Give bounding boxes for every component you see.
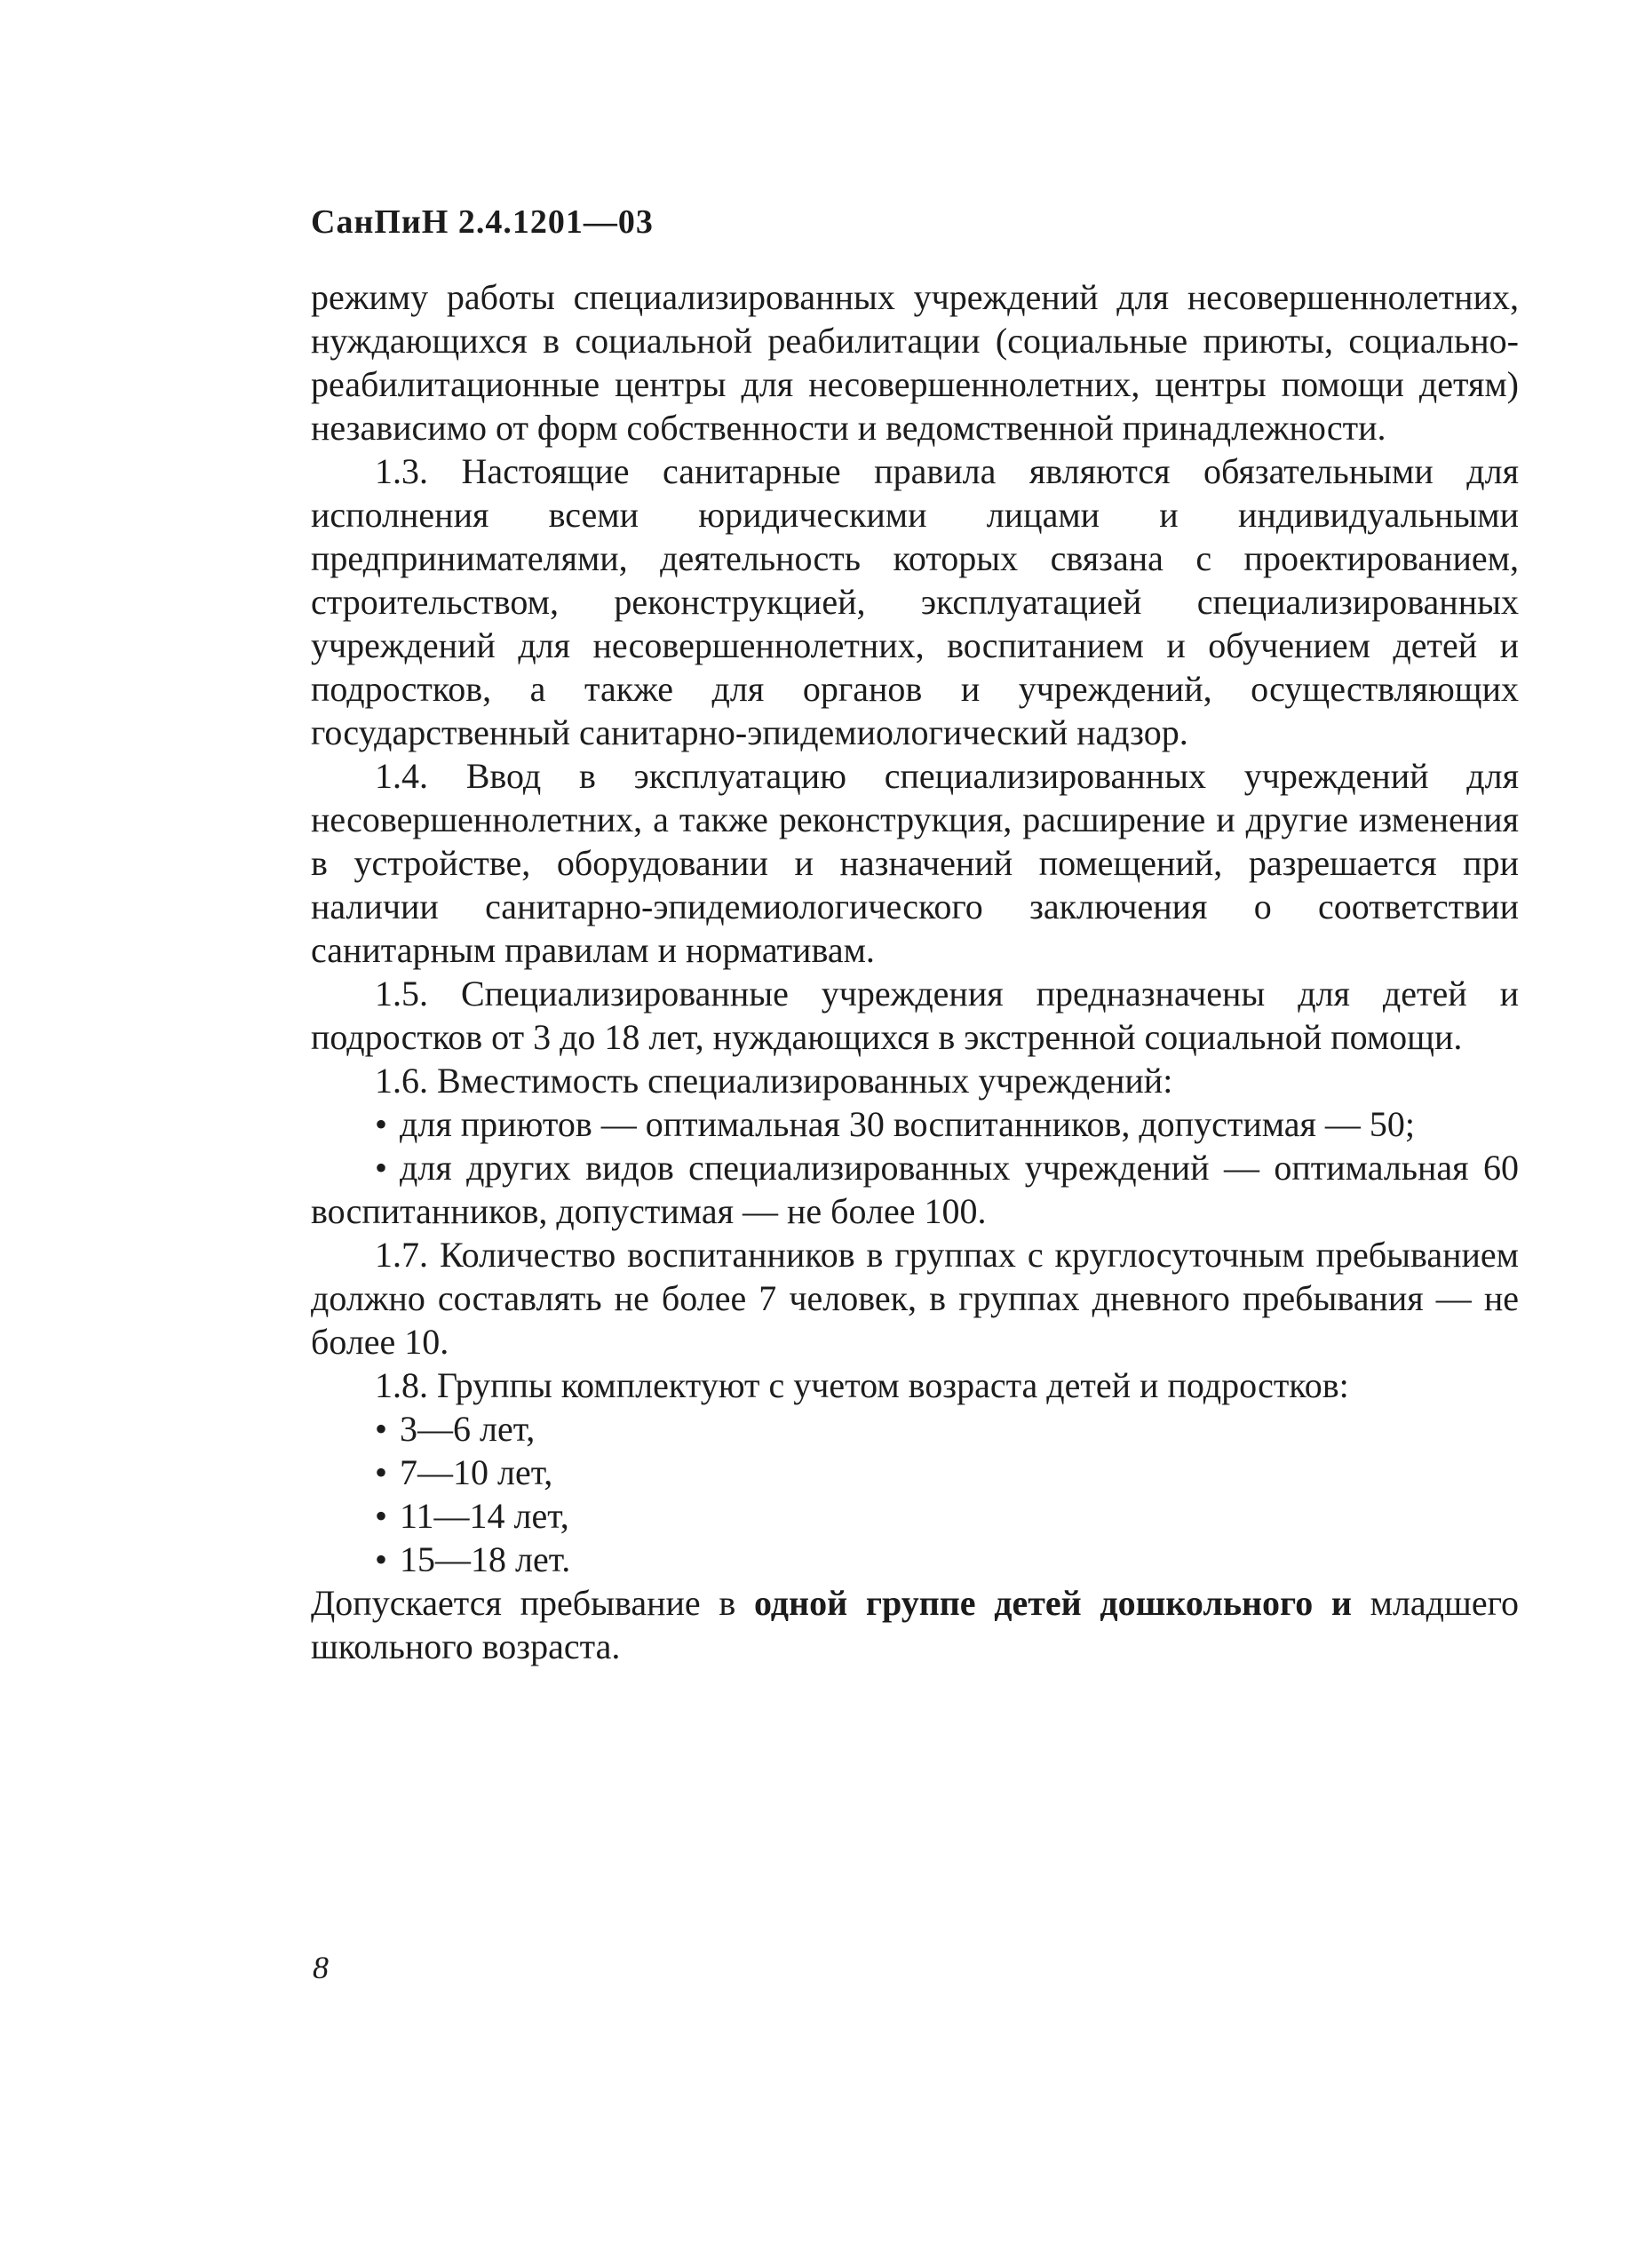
- bullet-icon: •: [375, 1104, 388, 1144]
- bullet-icon: •: [375, 1148, 388, 1188]
- age-group-text: 3—6 лет,: [400, 1409, 536, 1449]
- capacity-list-item-text: для других видов специализированных учреждений — оптимальная 60 воспитанников, допустимая — не более 100.: [311, 1148, 1519, 1231]
- paragraph-final: [311, 1581, 1519, 1668]
- page-number: 8: [313, 1950, 329, 1985]
- paragraph-1-3: 1.3. Настоящие санитарные правила являются обязательными для исполнения всеми юридическими лицами и индивидуальными предпринимателями, деятельность которых связана с проектированием, строительством, реконструкцией, эксплуатацией специализированных учреждений для несовершеннолетних, воспитанием и обучением детей и подростков, а также для органов и учреждений, осуществляющих государственный санитарно-эпидемиологический надзор.: [311, 451, 1519, 752]
- paragraph-1-7: 1.7. Количество воспитанников в группах с круглосуточным пребыванием должно составлять не более 7 человек, в группах дневного пребывания — не более 10.: [311, 1235, 1519, 1362]
- running-head: СанПиН 2.4.1201—03: [311, 203, 654, 241]
- age-group-item: [311, 1451, 1519, 1494]
- bullet-icon: •: [375, 1496, 388, 1536]
- age-group-item: [311, 1538, 1519, 1581]
- age-group-item: [311, 1407, 1519, 1451]
- paragraph-1-4: 1.4. Ввод в эксплуатацию специализированных учреждений для несовершеннолетних, а также реконструкция, расширение и другие изменения в устройстве, оборудовании и назначений помещений, разрешается при наличии санитарно-эпидемиологического заключения о соответствии санитарным правилам и нормативам.: [311, 756, 1519, 970]
- paragraph-final-lead: Допускается пребывание в: [311, 1583, 754, 1623]
- paragraph-final-tail: младшего школьного возраста.: [311, 1583, 1519, 1666]
- bullet-icon: •: [375, 1539, 388, 1579]
- age-group-item: [311, 1494, 1519, 1538]
- bullet-icon: •: [375, 1452, 388, 1492]
- bullet-icon: •: [375, 1409, 388, 1449]
- age-group-text: 7—10 лет,: [400, 1452, 553, 1492]
- paragraph-1-5: 1.5. Специализированные учреждения предназначены для детей и подростков от 3 до 18 лет, нуждающихся в экстренной социальной помощи.: [311, 974, 1519, 1057]
- capacity-list-item-text: для приютов — оптимальная 30 воспитанников, допустимая — 50;: [400, 1104, 1416, 1144]
- age-group-text: 15—18 лет.: [400, 1539, 571, 1579]
- paragraph-1-6: 1.6. Вместимость специализированных учреждений:: [375, 1061, 1173, 1101]
- paragraph-intro: режиму работы специализированных учреждений для несовершеннолетних, нуждающихся в социальной реабилитации (социальные приюты, социально-реабилитационные центры для несовершеннолетних, центры помощи детям) независимо от форм собственности и ведомственной принадлежности.: [311, 277, 1519, 448]
- paragraph-final-emphasis: одной группе детей дошкольного и: [753, 1583, 1352, 1623]
- age-group-text: 11—14 лет,: [400, 1496, 569, 1536]
- paragraph-1-8: 1.8. Группы комплектуют с учетом возраста детей и подростков:: [375, 1365, 1349, 1405]
- capacity-list-item: [311, 1102, 1519, 1146]
- capacity-list-item: [311, 1146, 1519, 1233]
- document-body: [311, 275, 1519, 1668]
